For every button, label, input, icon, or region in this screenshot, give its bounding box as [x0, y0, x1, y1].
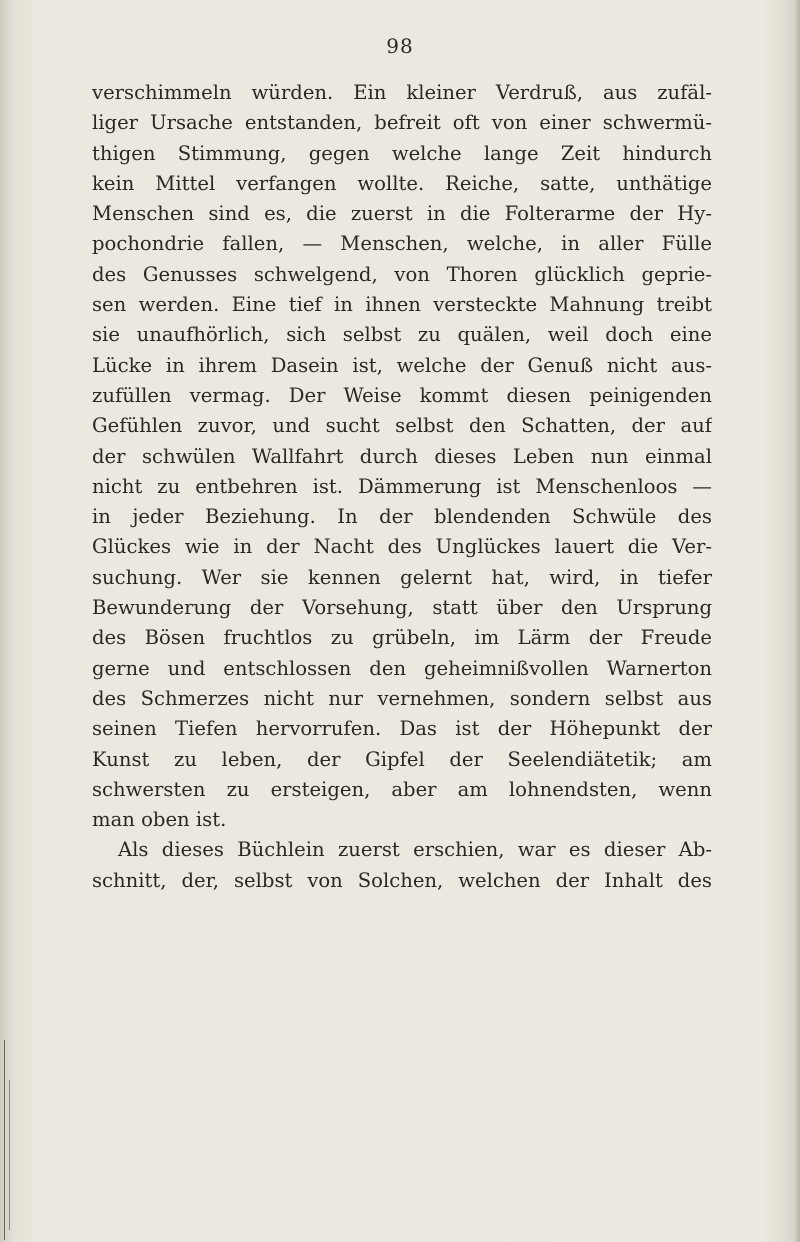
- text-line: Kunst zu leben, der Gipfel der Seelendiätetik; am: [92, 747, 712, 771]
- text-line: seinen Tiefen hervorrufen. Das ist der Höhepunkt der: [92, 717, 712, 741]
- text-line: nicht zu entbehren ist. Dämmerung ist Menschenloos —: [92, 474, 712, 498]
- text-line: kein Mittel verfangen wollte. Reiche, satte, unthätige: [92, 171, 712, 195]
- text-line: Lücke in ihrem Dasein ist, welche der Genuß nicht aus-: [92, 353, 712, 377]
- body-text: [92, 78, 712, 896]
- text-line: der schwülen Wallfahrt durch dieses Leben nun einmal: [92, 444, 712, 468]
- text-line: liger Ursache entstanden, befreit oft von einer schwermü-: [92, 111, 712, 135]
- text-line: schnitt, der, selbst von Solchen, welchen der Inhalt des: [92, 868, 712, 892]
- text-line: Gefühlen zuvor, und sucht selbst den Schatten, der auf: [92, 414, 712, 438]
- text-line: Bewunderung der Vorsehung, statt über den Ursprung: [92, 596, 712, 620]
- text-line: pochondrie fallen, — Menschen, welche, in aller Fülle: [92, 232, 712, 256]
- text-line: des Schmerzes nicht nur vernehmen, sondern selbst aus: [92, 686, 712, 710]
- text-line: verschimmeln würden. Ein kleiner Verdruß, aus zufäl-: [92, 81, 712, 104]
- text-line: sie unaufhörlich, sich selbst zu quälen, weil doch eine: [92, 323, 712, 347]
- text-line: thigen Stimmung, gegen welche lange Zeit hindurch: [92, 141, 712, 165]
- binding-mark: [9, 1080, 10, 1230]
- text-line: suchung. Wer sie kennen gelernt hat, wird, in tiefer: [92, 565, 712, 589]
- text-line: gerne und entschlossen den geheimnißvollen Warnerton: [92, 656, 712, 680]
- text-line: man oben ist.: [92, 808, 227, 832]
- text-line: schwersten zu ersteigen, aber am lohnendsten, wenn: [92, 777, 712, 801]
- page-edge: [794, 0, 800, 1242]
- text-line: des Genusses schwelgend, von Thoren glücklich geprie-: [92, 262, 712, 286]
- binding-mark: [4, 1040, 5, 1240]
- text-line: des Bösen fruchtlos zu grübeln, im Lärm der Freude: [92, 626, 712, 650]
- text-line: Als dieses Büchlein zuerst erschien, war es dieser Ab-: [118, 838, 712, 862]
- text-line: Menschen sind es, die zuerst in die Folterarme der Hy-: [92, 202, 712, 226]
- text-line: zufüllen vermag. Der Weise kommt diesen peinigenden: [92, 383, 712, 407]
- text-line: Glückes wie in der Nacht des Unglückes lauert die Ver-: [92, 535, 712, 559]
- page-number: 98: [386, 34, 414, 58]
- text-line: sen werden. Eine tief in ihnen versteckte Mahnung treibt: [92, 293, 712, 317]
- text-line: in jeder Beziehung. In der blendenden Schwüle des: [92, 505, 712, 529]
